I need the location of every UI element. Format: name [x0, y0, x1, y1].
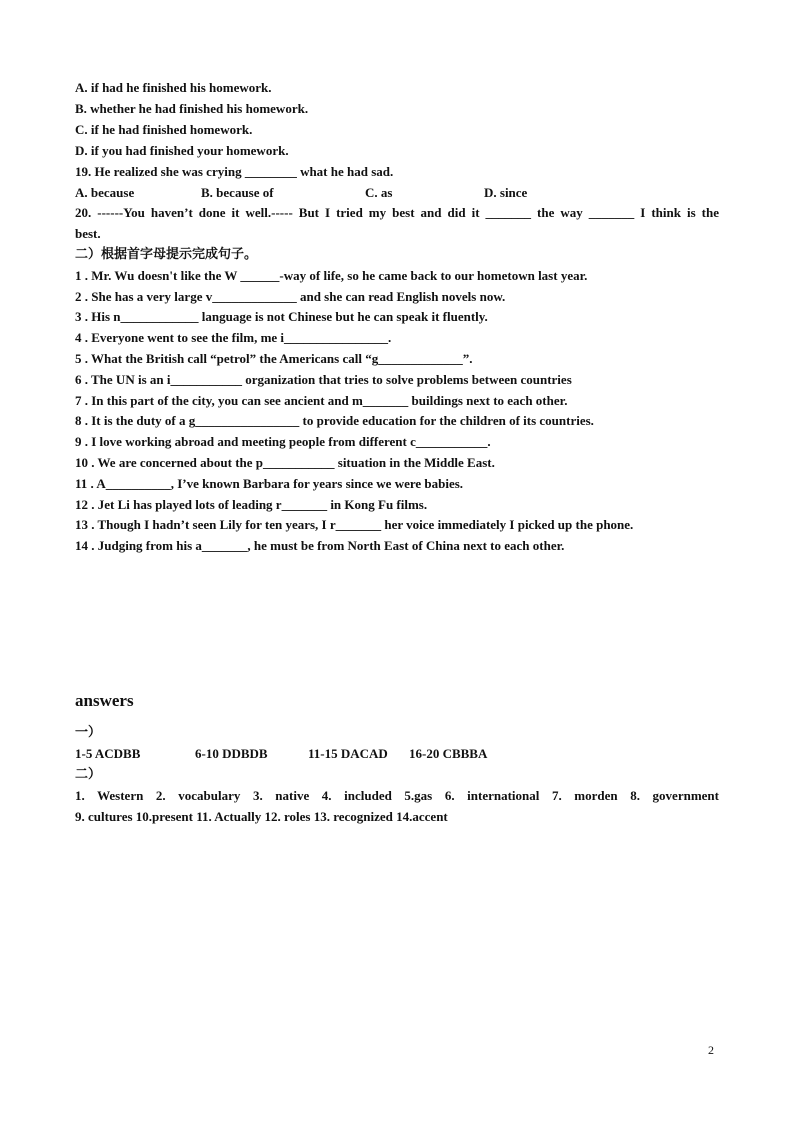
answers-title: answers	[75, 691, 134, 710]
answers-part1-label: 一）	[75, 724, 102, 739]
section2-item-13: 13 . Though I hadn’t seen Lily for ten years, I r_______ her voice immediately I picked up the phone.	[75, 517, 634, 532]
q18-option-a: A. if had he finished his homework.	[75, 80, 272, 95]
section2-item-9: 9 . I love working abroad and meeting people from different c___________.	[75, 434, 491, 449]
answers-part1-group-1: 1-5 ACDBB	[75, 746, 141, 761]
section2-item-10: 10 . We are concerned about the p___________ situation in the Middle East.	[75, 455, 495, 470]
q18-option-c: C. if he had finished homework.	[75, 122, 253, 137]
section2-item-14: 14 . Judging from his a_______, he must be from North East of China next to each other.	[75, 538, 565, 553]
q19-option-a: A. because	[75, 185, 135, 200]
answers-part1-group-4: 16-20 CBBBA	[409, 746, 488, 761]
section2-item-4: 4 . Everyone went to see the film, me i________________.	[75, 330, 392, 345]
q20-line2: best.	[75, 226, 101, 241]
answers-part1-group-3: 11-15 DACAD	[308, 746, 388, 761]
section2-title: 二）根据首字母提示完成句子。	[75, 246, 258, 261]
answers-part2-label: 二）	[75, 766, 102, 781]
q19-option-b: B. because of	[201, 185, 274, 200]
section2-item-8: 8 . It is the duty of a g________________ to provide education for the children of its countries.	[75, 413, 594, 428]
section2-item-2: 2 . She has a very large v_____________ and she can read English novels now.	[75, 289, 506, 304]
q18-option-b: B. whether he had finished his homework.	[75, 101, 309, 116]
answers-part2-line1: 1. Western 2. vocabulary 3. native 4. included 5.gas 6. international 7. morden 8. government	[75, 788, 719, 803]
q19-option-d: D. since	[484, 185, 528, 200]
section2-item-11: 11 . A__________, I’ve known Barbara for years since we were babies.	[75, 476, 464, 491]
section2-item-5: 5 . What the British call “petrol” the Americans call “g_____________”.	[75, 351, 473, 366]
answers-part1-group-2: 6-10 DDBDB	[195, 746, 268, 761]
answers-part2-line2: 9. cultures 10.present 11. Actually 12. roles 13. recognized 14.accent	[75, 809, 448, 824]
q18-option-d: D. if you had finished your homework.	[75, 143, 289, 158]
section2-item-7: 7 . In this part of the city, you can see ancient and m_______ buildings next to each other.	[75, 393, 568, 408]
section2-item-6: 6 . The UN is an i___________ organization that tries to solve problems between countries	[75, 372, 572, 387]
q19-stem: 19. He realized she was crying ________ what he had sad.	[75, 164, 394, 179]
section2-item-1: 1 . Mr. Wu doesn't like the W ______-way of life, so he came back to our hometown last year.	[75, 268, 588, 283]
section2-item-12: 12 . Jet Li has played lots of leading r_______ in Kong Fu films.	[75, 497, 428, 512]
page-number: 2	[708, 1043, 714, 1057]
section2-item-3: 3 . His n____________ language is not Chinese but he can speak it fluently.	[75, 309, 488, 324]
q20-line1: 20. ------You haven’t done it well.----- But I tried my best and did it _______ the way _______ I think is the	[75, 205, 719, 220]
q19-option-c: C. as	[365, 185, 393, 200]
